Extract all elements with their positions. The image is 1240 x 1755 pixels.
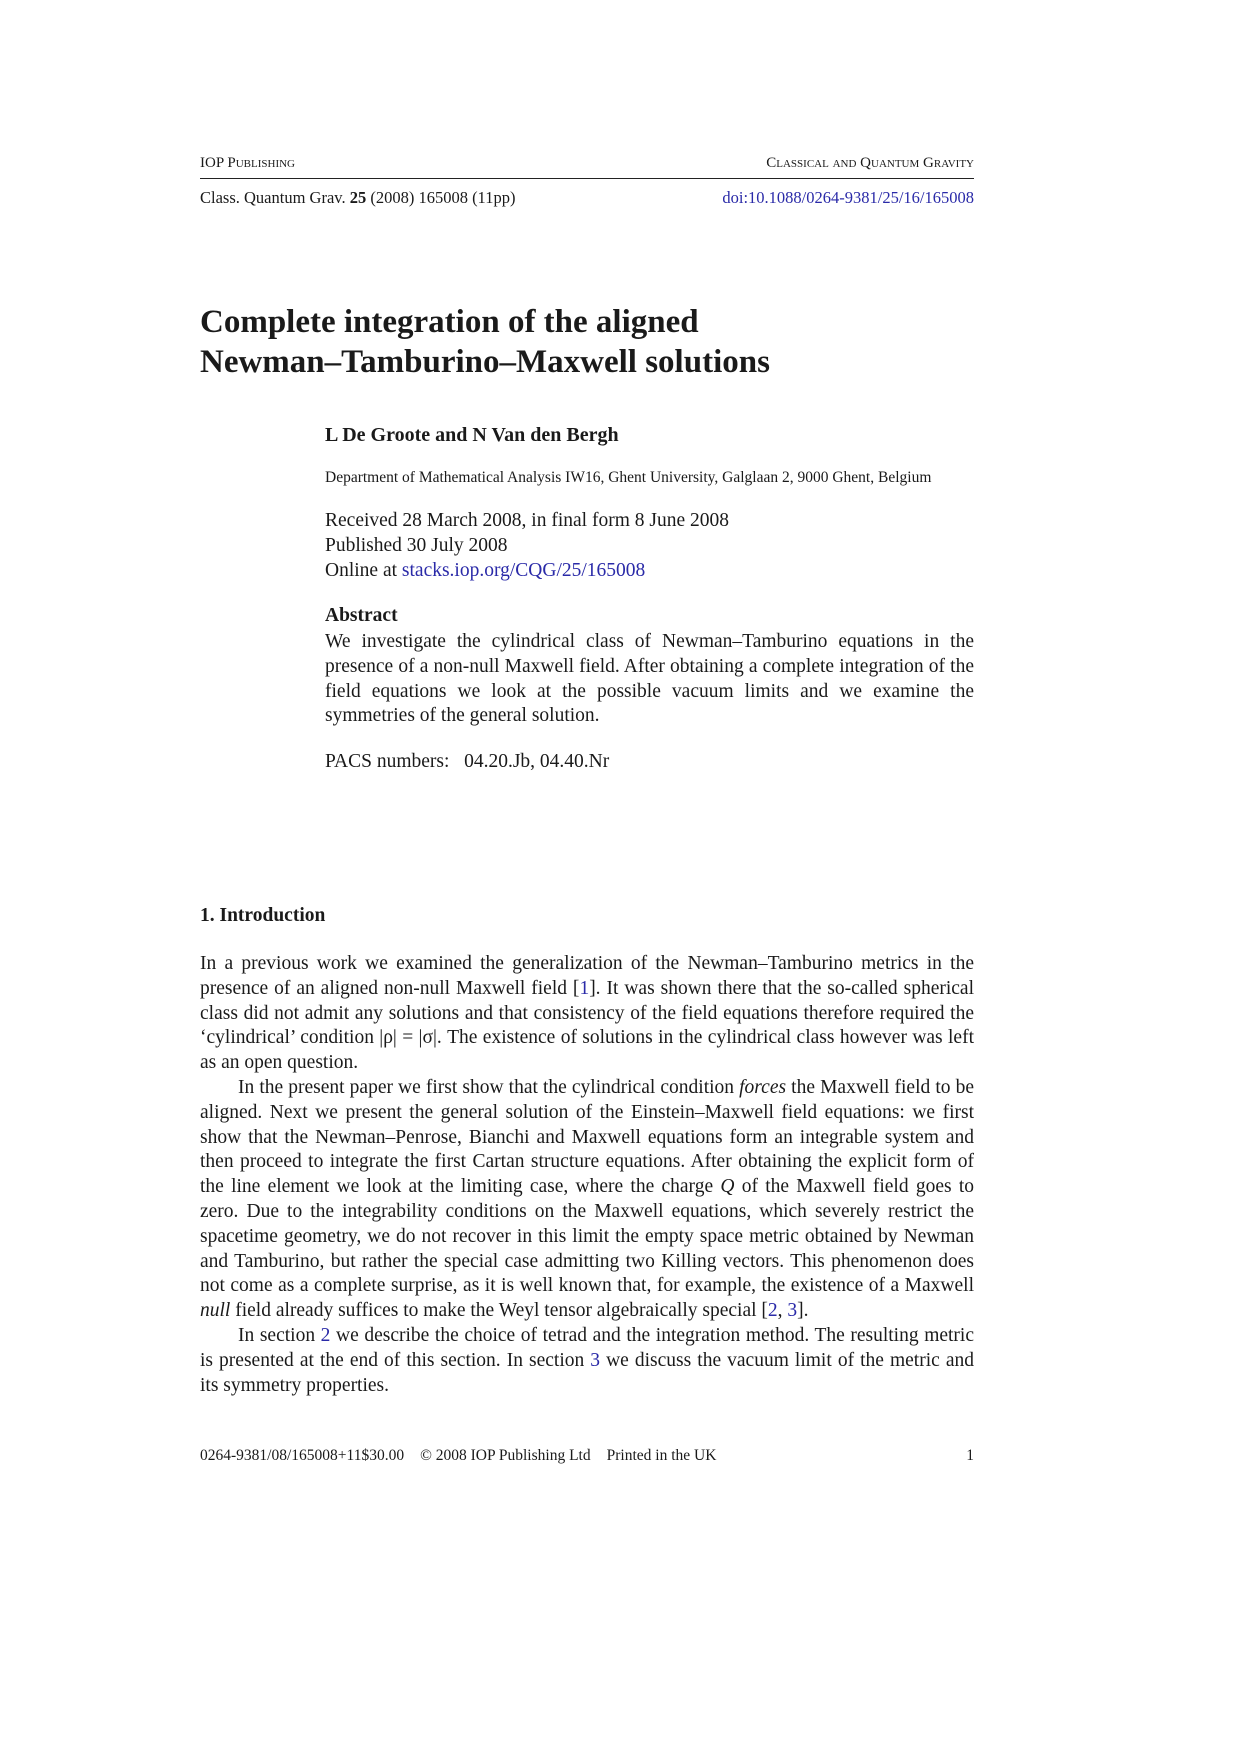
published-date: Published 30 July 2008 xyxy=(325,535,508,556)
section-link[interactable]: 3 xyxy=(590,1349,601,1371)
affiliation: Department of Mathematical Analysis IW16, Ghent University, Galglaan 2, 9000 Ghent, Belgium xyxy=(325,469,932,486)
section-body xyxy=(200,952,974,1398)
doi-link[interactable]: doi:10.1088/0264-9381/25/16/165008 xyxy=(722,188,974,207)
paragraph: In section 2 we describe the choice of tetrad and the integration method. The resulting metric is presented at the end of this section. In section 3 we discuss the vacuum limit of the metric and its symmetry properties. xyxy=(200,1324,974,1396)
citation-link[interactable]: 1 xyxy=(579,977,590,999)
page-number: 1 xyxy=(966,1447,974,1464)
paragraph: In a previous work we examined the generalization of the Newman–Tamburino metrics in the presence of an aligned non-null Maxwell field [1]. It was shown there that the so-called spherical class did not admit any solutions and that consistency of the field equations therefore required the ‘cylindrical’ condition |ρ| = |σ|. The existence of solutions in the cylindrical class however was left as an open question. xyxy=(200,953,975,1074)
footer-info: 0264-9381/08/165008+11$30.00 © 2008 IOP Publishing Ltd Printed in the UK xyxy=(200,1447,717,1464)
online-at: Online at stacks.iop.org/CQG/25/165008 xyxy=(325,560,646,581)
online-link[interactable]: stacks.iop.org/CQG/25/165008 xyxy=(401,560,646,581)
citation-link[interactable]: 2 xyxy=(767,1300,778,1322)
pacs-numbers: PACS numbers: 04.20.Jb, 04.40.Nr xyxy=(325,751,610,772)
authors: L De Groote and N Van den Bergh xyxy=(325,424,619,446)
received-date: Received 28 March 2008, in final form 8 June 2008 xyxy=(325,510,729,531)
paragraph: In the present paper we first show that the cylindrical condition forces the Maxwell field to be aligned. Next we present the general solution of the Einstein–Maxwell field equations: we first show that the Newman–Penrose, Bianchi and Maxwell equations form an integrable system and then proceed to integrate the first Cartan structure equations. After obtaining the explicit form of the line element we look at the limiting case, where the charge Q of the Maxwell field goes to zero. Due to the integrability conditions on the Maxwell equations, which severely restrict the spacetime geometry, we do not recover in this limit the empty space metric obtained by Newman and Tamburino, but rather the special case admitting two Killing vectors. This phenomenon does not come as a complete surprise, as it is well known that, for example, the existence of a Maxwell null field already suffices to make the Weyl tensor algebraically special [2, 3]. xyxy=(200,1076,974,1322)
citation: Class. Quantum Grav. 25 (2008) 165008 (11pp) xyxy=(200,188,516,207)
section-heading: 1. Introduction xyxy=(200,905,326,926)
publication-dates xyxy=(325,508,729,583)
citation-link[interactable]: 3 xyxy=(787,1300,798,1322)
abstract-heading: Abstract xyxy=(325,605,398,626)
paper-title: Complete integration of the aligned Newman–Tamburino–Maxwell solutions xyxy=(200,304,770,380)
publisher-name: IOP Publishing xyxy=(200,155,295,171)
journal-name: Classical and Quantum Gravity xyxy=(766,155,974,171)
header-rule xyxy=(200,178,974,179)
section-link[interactable]: 2 xyxy=(320,1324,331,1346)
abstract-text: We investigate the cylindrical class of Newman–Tamburino equations in the presence of a non-null Maxwell field. After obtaining a complete integration of the field equations we look at the possible vacuum limits and we examine the symmetries of the general solution. xyxy=(325,631,974,727)
